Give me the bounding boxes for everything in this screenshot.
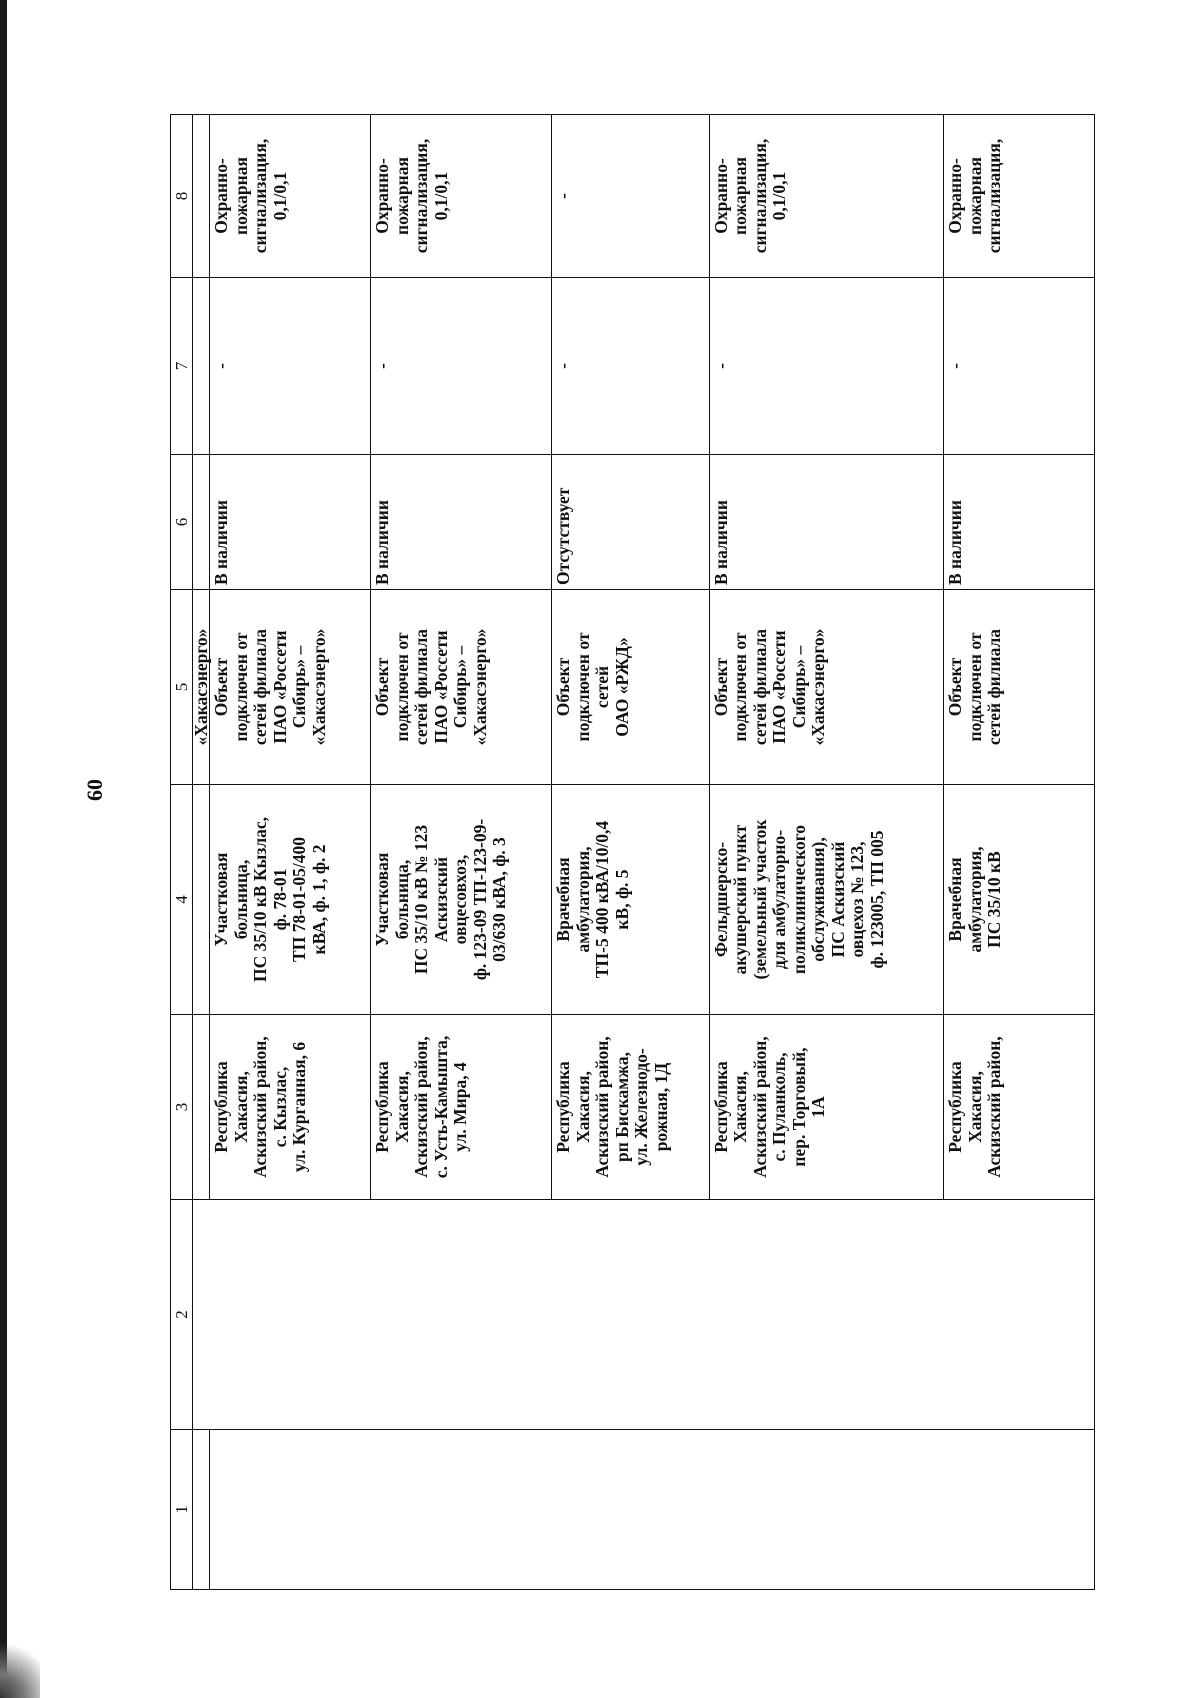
cell-address: Республика Хакасия, Аскизский район, рп Бискамжа, ул. Железнодо- рожная, 1Д <box>552 1015 710 1200</box>
col-header-5: 5 <box>171 590 193 785</box>
cell-empty <box>193 1015 210 1200</box>
cell-alarm: - <box>552 115 710 278</box>
cell-continuation-c5: «Хакасэнерго» <box>193 590 210 785</box>
cell-availability: В наличии <box>371 455 552 590</box>
cell-c7: - <box>944 278 1095 455</box>
rotated-table-container <box>170 115 1095 1590</box>
cell-c7: - <box>371 278 552 455</box>
cell-availability: В наличии <box>210 455 371 590</box>
cell-connection: Объект подключен от сетей филиала ПАО «Россети Сибирь» – «Хакасэнерго» <box>210 590 371 785</box>
cell-merged-empty <box>193 1200 1095 1430</box>
cell-object: Врачебная амбулатория, ТП-5 400 кВА/10/0,4 кВ, ф. 5 <box>552 785 710 1015</box>
cell-address: Республика Хакасия, Аскизский район, <box>944 1015 1095 1200</box>
cell-alarm: Охранно- пожарная сигнализация, 0,1/0,1 <box>210 115 371 278</box>
col-header-6: 6 <box>171 455 193 590</box>
cell-empty <box>193 278 210 455</box>
cell-c7: - <box>210 278 371 455</box>
cell-address: Республика Хакасия, Аскизский район, с. Кызлас, ул. Курганная, 6 <box>210 1015 371 1200</box>
scan-edge <box>0 0 7 1698</box>
cell-alarm: Охранно- пожарная сигнализация, 0,1/0,1 <box>371 115 552 278</box>
cell-availability: В наличии <box>944 455 1095 590</box>
cell-address: Республика Хакасия, Аскизский район, с. Пуланколь, пер. Торговый, 1А <box>709 1015 943 1200</box>
cell-empty <box>193 1430 210 1590</box>
cell-empty <box>193 785 210 1015</box>
page-number: 60 <box>82 779 107 801</box>
cell-object: Участковая больница, ПС 35/10 кВ Кызлас, ф. 78-01 ТП 78-01-05/400 кВА, ф. 1, ф. 2 <box>210 785 371 1015</box>
cell-connection: Объект подключен от сетей филиала ПАО «Россети Сибирь» – «Хакасэнерго» <box>371 590 552 785</box>
cell-availability: В наличии <box>709 455 943 590</box>
cell-address: Республика Хакасия, Аскизский район, с. Усть-Камышта, ул. Мира, 4 <box>371 1015 552 1200</box>
cell-connection: Объект подключен от сетей ОАО «РЖД» <box>552 590 710 785</box>
continuation-row <box>193 115 210 1590</box>
cell-c7: - <box>709 278 943 455</box>
cell-connection: Объект подключен от сетей филиала ПАО «Россети Сибирь» – «Хакасэнерго» <box>709 590 943 785</box>
cell-merged-empty <box>210 1430 1095 1590</box>
cell-object: Участковая больница, ПС 35/10 кВ № 123 Аскизский овцесовхоз, ф. 123-09 ТП-123-09- 03/630 кВА, ф. 3 <box>371 785 552 1015</box>
col-header-3: 3 <box>171 1015 193 1200</box>
cell-alarm: Охранно- пожарная сигнализация, <box>944 115 1095 278</box>
cell-object: Фельдшерско- акушерский пункт (земельный участок для амбулаторно- поликлинического обслуживания), ПС Аскизский овцехоз № 123, ф. 123005, ТП 005 <box>709 785 943 1015</box>
cell-availability: Отсутствует <box>552 455 710 590</box>
scan-smudge <box>0 1630 40 1698</box>
cell-empty <box>193 455 210 590</box>
header-row <box>171 115 193 1590</box>
cell-connection: Объект подключен от сетей филиала <box>944 590 1095 785</box>
col-header-8: 8 <box>171 115 193 278</box>
col-header-1: 1 <box>171 1430 193 1590</box>
cell-object: Врачебная амбулатория, ПС 35/10 кВ <box>944 785 1095 1015</box>
data-table <box>170 114 1095 1590</box>
col-header-7: 7 <box>171 278 193 455</box>
col-header-4: 4 <box>171 785 193 1015</box>
cell-alarm: Охранно- пожарная сигнализация, 0,1/0,1 <box>709 115 943 278</box>
col-header-2: 2 <box>171 1200 193 1430</box>
cell-empty <box>193 115 210 278</box>
cell-c7: - <box>552 278 710 455</box>
